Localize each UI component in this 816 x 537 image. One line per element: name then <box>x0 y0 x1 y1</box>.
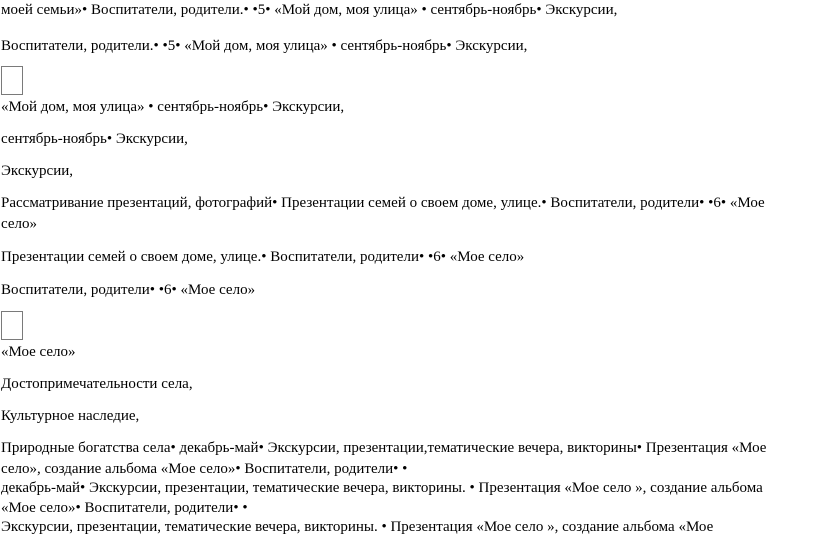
text-line-14: село», создание альбома «Мое село»• Воспитатели, родители• • <box>1 461 408 477</box>
text-line-7: село» <box>1 216 37 232</box>
image-placeholder <box>1 311 23 340</box>
text-line-4: сентябрь-ноябрь• Экскурсии, <box>1 131 188 147</box>
text-line-6: Рассматривание презентаций, фотографий• Презентации семей о своем доме, улице.• Воспитатели, родители• •6• «Мое <box>1 195 765 211</box>
text-line-12: Культурное наследие, <box>1 408 140 424</box>
text-line-1: моей семьи»• Воспитатели, родители.• •5• «Мой дом, моя улица» • сентябрь-ноябрь• Экскурсии, <box>1 2 618 18</box>
text-line-15: декабрь-май• Экскурсии, презентации, тематические вечера, викторины. • Презентация «Мое село », создание альбома <box>1 480 763 496</box>
text-line-3: «Мой дом, моя улица» • сентябрь-ноябрь• Экскурсии, <box>1 99 345 115</box>
text-line-5: Экскурсии, <box>1 163 74 179</box>
text-line-16: «Мое село»• Воспитатели, родители• • <box>1 500 248 516</box>
text-line-2: Воспитатели, родители.• •5• «Мой дом, моя улица» • сентябрь-ноябрь• Экскурсии, <box>1 38 528 54</box>
text-line-9: Воспитатели, родители• •6• «Мое село» <box>1 282 256 298</box>
text-line-8: Презентации семей о своем доме, улице.• Воспитатели, родители• •6• «Мое село» <box>1 249 525 265</box>
text-line-11: Достопримечательности села, <box>1 376 193 392</box>
text-line-10: «Мое село» <box>1 344 76 360</box>
image-placeholder <box>1 66 23 95</box>
text-line-17: Экскурсии, презентации, тематические вечера, викторины. • Презентация «Мое село », создание альбома «Мое <box>1 519 714 535</box>
text-line-13: Природные богатства села• декабрь-май• Экскурсии, презентации,тематические вечера, викторины• Презентация «Мое <box>1 440 767 456</box>
